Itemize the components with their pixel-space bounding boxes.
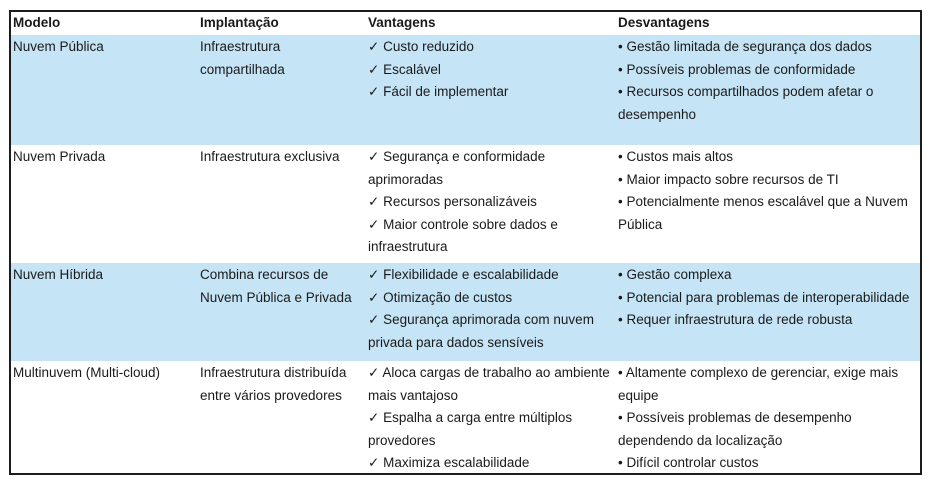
bullet-icon: • <box>618 149 623 164</box>
disadvantage-item: • Recursos compartilhados podem afetar o desempenho <box>618 84 874 122</box>
cell-modelo: Nuvem Pública <box>13 39 104 54</box>
cell-implantacao: Infraestrutura exclusiva <box>200 149 340 164</box>
disadvantage-item: • Maior impacto sobre recursos de TI <box>618 171 839 187</box>
check-icon: ✓ <box>368 61 380 77</box>
comparison-table <box>9 10 922 475</box>
check-icon: ✓ <box>368 365 380 380</box>
table-row <box>11 145 920 263</box>
check-icon: ✓ <box>368 289 380 305</box>
check-icon: ✓ <box>368 194 380 209</box>
cell-implantacao: Infraestrutura compartilhada <box>200 39 285 77</box>
cell-vantagens <box>368 362 618 475</box>
cell-vantagens <box>368 146 618 259</box>
disadvantage-item: • Requer infraestrutura de rede robusta <box>618 312 853 327</box>
bullet-icon: • <box>618 171 623 187</box>
bullet-icon: • <box>618 312 623 327</box>
bullet-icon: • <box>618 84 623 99</box>
disadvantage-item: • Possíveis problemas de conformidade <box>618 61 856 77</box>
bullet-icon: • <box>618 410 623 425</box>
bullet-icon: • <box>618 194 623 209</box>
cell-implantacao: Combina recursos de Nuvem Pública e Privada <box>200 267 352 305</box>
table-row <box>11 361 920 473</box>
table-header-row <box>11 12 920 36</box>
advantage-item: ✓ Recursos personalizáveis <box>368 194 537 209</box>
disadvantage-item: • Custos mais altos <box>618 149 734 164</box>
advantage-item: ✓ Aloca cargas de trabalho ao ambiente mais vantajoso <box>368 365 610 403</box>
cell-desvantagens <box>618 264 918 332</box>
cell-implantacao: Infraestrutura distribuída entre vários provedores <box>200 365 347 403</box>
advantage-item: ✓ Segurança e conformidade aprimoradas <box>368 149 546 187</box>
cell-desvantagens <box>618 362 918 475</box>
disadvantage-item: • Altamente complexo de gerenciar, exige mais equipe <box>618 365 899 403</box>
bullet-icon: • <box>618 267 623 282</box>
table-row <box>11 35 920 145</box>
advantage-item: ✓ Segurança aprimorada com nuvem privada para dados sensíveis <box>368 312 594 350</box>
disadvantage-item: • Possíveis problemas de desempenho dependendo da localização <box>618 410 852 448</box>
header-vantagens: Vantagens <box>368 15 436 30</box>
disadvantage-item: • Difícil controlar custos <box>618 455 759 470</box>
cell-desvantagens <box>618 146 918 236</box>
disadvantage-item: • Gestão complexa <box>618 267 732 282</box>
check-icon: ✓ <box>368 84 380 99</box>
cell-modelo: Nuvem Híbrida <box>13 267 104 282</box>
bullet-icon: • <box>618 455 623 470</box>
advantage-item: ✓ Maior controle sobre dados e infraestrutura <box>368 216 558 254</box>
advantage-item: ✓ Custo reduzido <box>368 39 474 54</box>
advantage-item: ✓ Otimização de custos <box>368 289 513 305</box>
disadvantage-item: • Potencial para problemas de interoperabilidade <box>618 289 910 305</box>
disadvantage-item: • Gestão limitada de segurança dos dados <box>618 39 872 54</box>
advantage-item: ✓ Escalável <box>368 61 441 77</box>
check-icon: ✓ <box>368 455 380 470</box>
advantage-item: ✓ Maximiza escalabilidade <box>368 455 530 470</box>
bullet-icon: • <box>618 39 623 54</box>
header-desvantagens: Desvantagens <box>618 15 710 30</box>
cell-vantagens <box>368 264 618 354</box>
header-implantacao: Implantação <box>200 15 279 30</box>
check-icon: ✓ <box>368 39 380 54</box>
bullet-icon: • <box>618 61 623 77</box>
cell-modelo: Multinuvem (Multi-cloud) <box>13 365 161 380</box>
disadvantage-item: • Potencialmente menos escalável que a Nuvem Pública <box>618 194 908 232</box>
check-icon: ✓ <box>368 149 380 164</box>
cell-desvantagens <box>618 36 918 126</box>
bullet-icon: • <box>618 289 623 305</box>
check-icon: ✓ <box>368 312 380 327</box>
advantage-item: ✓ Fácil de implementar <box>368 84 509 99</box>
check-icon: ✓ <box>368 216 380 232</box>
check-icon: ✓ <box>368 410 380 425</box>
advantage-item: ✓ Espalha a carga entre múltiplos provedores <box>368 410 573 448</box>
check-icon: ✓ <box>368 267 380 282</box>
cell-modelo: Nuvem Privada <box>13 149 106 164</box>
cell-vantagens <box>368 36 618 104</box>
header-modelo: Modelo <box>13 15 61 30</box>
advantage-item: ✓ Flexibilidade e escalabilidade <box>368 267 559 282</box>
bullet-icon: • <box>618 365 623 380</box>
table-row <box>11 263 920 362</box>
